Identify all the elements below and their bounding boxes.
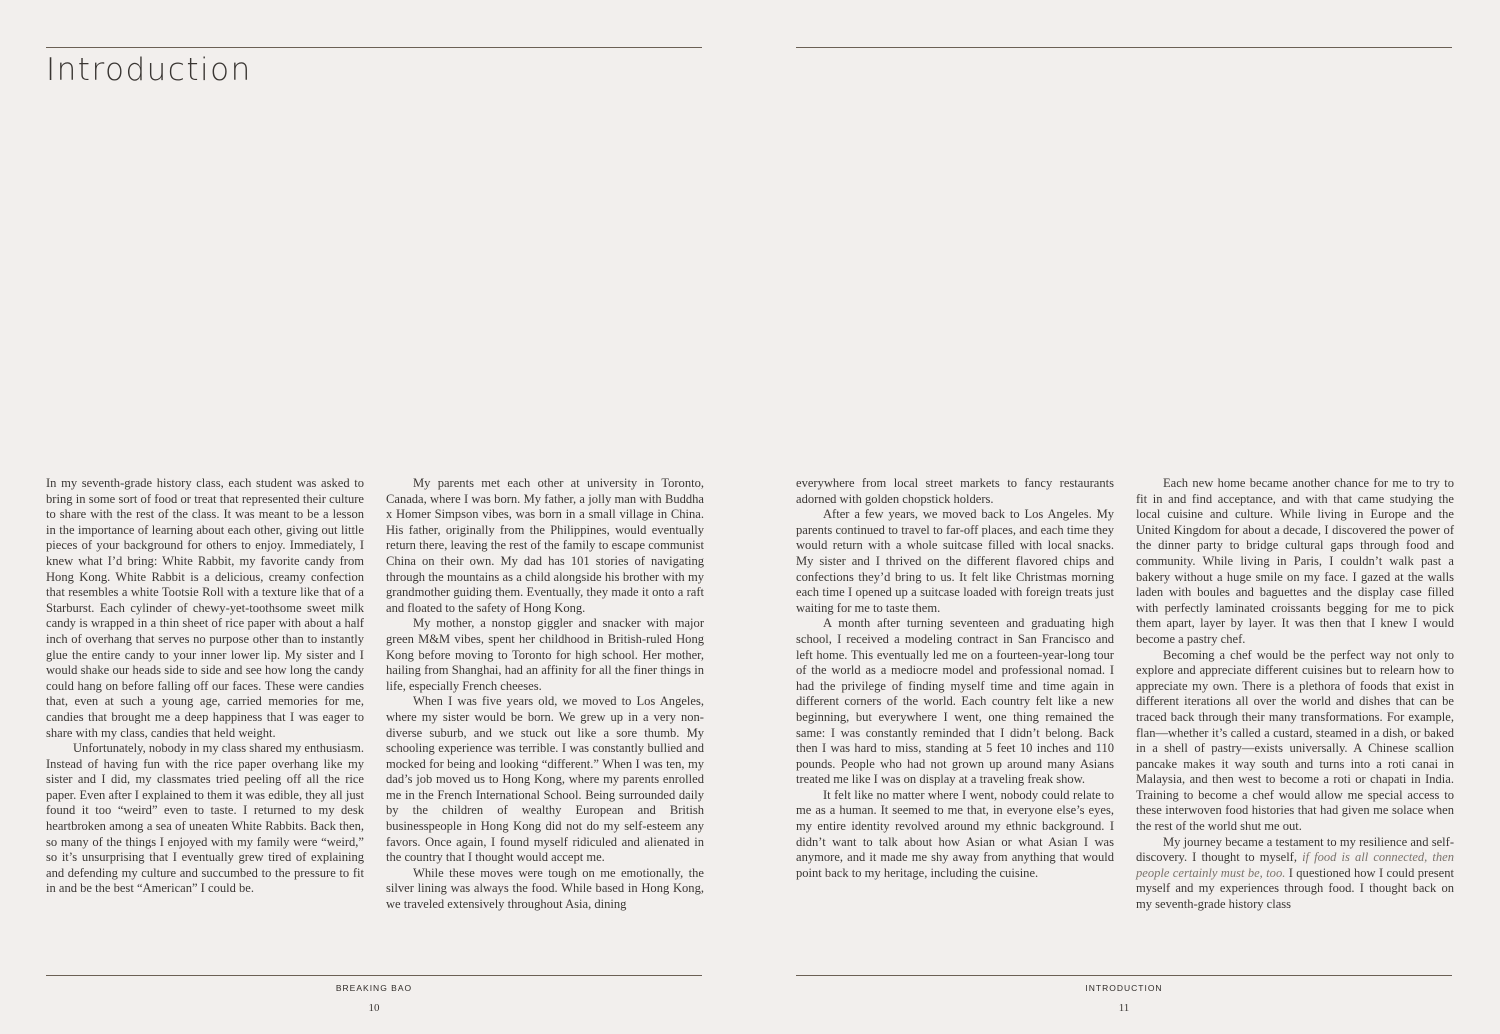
running-head: INTRODUCTION [1085,983,1163,993]
text-column [46,476,364,897]
top-rule [796,47,1452,48]
paragraph: After a few years, we moved back to Los Angeles. My parents continued to travel to far-off places, and each time they would return with a whole suitcase filled with local snacks. My sister and I thrived on the different flavored chips and confections they’d bring to us. It felt like Christmas morning each time I opened up a suitcase loaded with foreign treats just waiting for me to taste them. [796,507,1114,615]
bottom-rule [796,975,1452,976]
running-head: BREAKING BAO [335,983,413,993]
right-page [796,0,1452,1034]
paragraph-text: My journey became a testament to my resilience and self-discovery. I thought to myself, [1136,834,1454,865]
page-number: 11 [1118,1002,1130,1014]
page-number: 10 [368,1002,380,1014]
paragraph: Becoming a chef would be the perfect way not only to explore and appreciate different cuisines but to relearn how to appreciate my own. There is a plethora of foods that exist in different iterations all over the world and dishes that can be traced back through their many transformations. For example, flan—whether it’s called a custard, steamed in a dish, or baked in a shell of pastry—exists universally. A Chinese scallion pancake makes it way south and turns into a roti canai in Malaysia, and then west to become a roti or chapati in India. Training to become a chef would allow me special access to these interwoven food histories that had given me solace when the rest of the world shut me out. [1136,647,1454,834]
paragraph: My mother, a nonstop giggler and snacker with major green M&M vibes, spent her childhood in British-ruled Hong Kong before moving to Toronto for high school. Her mother, hailing from Shanghai, had an affinity for all the finer things in life, especially French cheeses. [386,616,704,693]
paragraph: In my seventh-grade history class, each student was asked to bring in some sort of food or treat that represented their culture to share with the rest of the class. It was meant to be a lesson in the importance of learning about each other, giving out little pieces of your background for others to enjoy. Immediately, I knew what I’d bring: White Rabbit, my favorite candy from Hong Kong. White Rabbit is a delicious, creamy confection that resembles a white Tootsie Roll with a texture like that of a Starburst. Each cylinder of chewy-yet-toothsome sweet milk candy is wrapped in a thin sheet of rice paper with about a half inch of overhang that serves no purpose other than to instantly glue the entire candy to your inner lower lip. My sister and I would shake our heads side to side and see how long the candy could hang on before falling off our faces. These were candies that, even at such a young age, carried memories for me, candies that brought me a deep happiness that I was eager to share with my class, candies that held weight. [46,476,364,740]
text-column [386,476,704,913]
paragraph: While these moves were tough on me emotionally, the silver lining was always the food. While based in Hong Kong, we traveled extensively throughout Asia, dining [386,865,704,912]
left-page [46,0,702,1034]
bottom-rule [46,975,702,976]
paragraph [1136,835,1454,913]
text-column [1136,476,1454,913]
paragraph: A month after turning seventeen and graduating high school, I received a modeling contract in San Francisco and left home. This eventually led me on a fourteen-year-long tour of the world as a mediocre model and professional nomad. I had the privilege of finding myself time and time again in different corners of the world. Each country felt like a new beginning, but everywhere I went, one thing remained the same: I was constantly reminded that I didn’t belong. Back then I was hard to miss, standing at 5 feet 10 inches and 110 pounds. People who had not grown up around many Asians treated me like I was on display at a traveling freak show. [796,616,1114,787]
paragraph: Unfortunately, nobody in my class shared my enthusiasm. Instead of having fun with the rice paper overhang like my sister and I did, my classmates tried peeling off all the rice paper. Even after I explained to them it was edible, they all just found it too “weird” even to taste. I returned to my desk heartbroken among a sea of uneaten White Rabbits. Back then, so many of the things I enjoyed with my family were “weird,” so it’s unsurprising that I eventually grew tired of explaining and defending my culture and succumbed to the pressure to fit in and be the best “American” I could be. [46,741,364,896]
paragraph: It felt like no matter where I went, nobody could relate to me as a human. It seemed to me that, in everyone else’s eyes, my entire identity revolved around my ethnic background. I didn’t want to talk about how Asian or what Asian I was anymore, and it made me shy away from anything that would point back to my heritage, including the cuisine. [796,787,1114,880]
paragraph: My parents met each other at university in Toronto, Canada, where I was born. My father, a jolly man with Buddha x Homer Simpson vibes, was born in a small village in China. His father, originally from the Philippines, would eventually return there, leaving the rest of the family to escape communist China on their own. My dad has 101 stories of navigating through the mountains as a child alongside his brother with my grandmother guiding them. Eventually, they made it onto a raft and floated to the safety of Hong Kong. [386,476,704,615]
italic-quote: if food is all connected, then people certainly must be, too. [1136,850,1454,880]
top-rule [46,47,702,48]
paragraph: Each new home became another chance for me to try to fit in and find acceptance, and with that came studying the local cuisine and culture. While living in Europe and the United Kingdom for about a decade, I discovered the power of the dinner party to bridge cultural gaps through food and community. While living in Paris, I couldn’t walk past a bakery without a huge smile on my face. I gazed at the walls laden with boules and baguettes and the display case filled with perfectly laminated croissants begging for me to pick them apart, layer by layer. It was then that I knew I would become a pastry chef. [1136,476,1454,646]
paragraph: When I was five years old, we moved to Los Angeles, where my sister would be born. We grew up in a very non-diverse suburb, and we stuck out like a sore thumb. My schooling experience was terrible. I was constantly bullied and mocked for being and looking “different.” When I was ten, my dad’s job moved us to Hong Kong, where my parents enrolled me in the French International School. Being surrounded daily by the children of wealthy European and British businesspeople in Hong Kong did not do my self-esteem any favors. Once again, I found myself ridiculed and alienated in the country that I thought would accept me. [386,694,704,865]
paragraph-text: I questioned how I could present myself and my experiences through food. I thought back on my seventh-grade history class [1136,865,1454,912]
text-column [796,476,1114,881]
chapter-title: Introduction [46,52,252,88]
paragraph: everywhere from local street markets to fancy restaurants adorned with golden chopstick holders. [796,476,1114,506]
